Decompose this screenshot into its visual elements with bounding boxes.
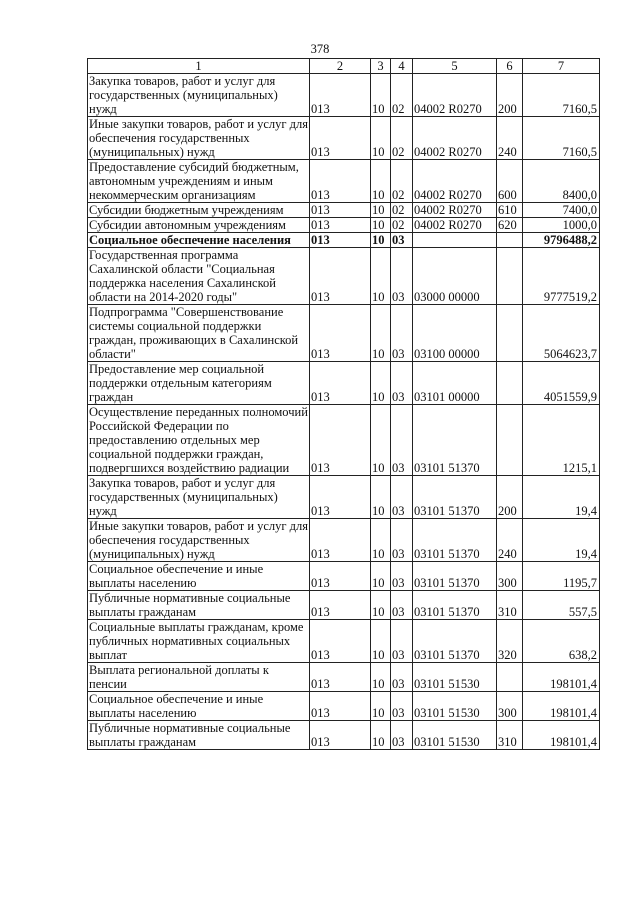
row-section: 10 bbox=[371, 562, 391, 591]
row-subsection: 03 bbox=[391, 405, 413, 476]
row-subsection: 03 bbox=[391, 248, 413, 305]
header-col-2: 2 bbox=[310, 59, 371, 74]
row-expense-type: 310 bbox=[497, 591, 523, 620]
row-name: Социальное обеспечение и иные выплаты населению bbox=[88, 692, 310, 721]
table-row bbox=[88, 721, 600, 750]
row-code-admin: 013 bbox=[310, 620, 371, 663]
table-row bbox=[88, 519, 600, 562]
row-code-admin: 013 bbox=[310, 160, 371, 203]
row-amount: 7160,5 bbox=[523, 117, 600, 160]
row-target-article: 03000 00000 bbox=[413, 248, 497, 305]
table-row bbox=[88, 218, 600, 233]
row-target-article: 03101 51370 bbox=[413, 519, 497, 562]
row-amount: 7400,0 bbox=[523, 203, 600, 218]
row-code-admin: 013 bbox=[310, 74, 371, 117]
row-subsection: 02 bbox=[391, 218, 413, 233]
page-number: 378 bbox=[310, 42, 330, 56]
row-subsection: 02 bbox=[391, 117, 413, 160]
row-expense-type: 300 bbox=[497, 562, 523, 591]
row-subsection: 03 bbox=[391, 692, 413, 721]
row-section: 10 bbox=[371, 74, 391, 117]
row-amount: 198101,4 bbox=[523, 721, 600, 750]
row-code-admin: 013 bbox=[310, 721, 371, 750]
row-expense-type: 200 bbox=[497, 74, 523, 117]
row-section: 10 bbox=[371, 203, 391, 218]
row-subsection: 03 bbox=[391, 519, 413, 562]
row-target-article: 03101 51370 bbox=[413, 476, 497, 519]
row-section: 10 bbox=[371, 591, 391, 620]
row-target-article: 04002 R0270 bbox=[413, 218, 497, 233]
row-name: Публичные нормативные социальные выплаты гражданам bbox=[88, 591, 310, 620]
header-col-6: 6 bbox=[497, 59, 523, 74]
row-section: 10 bbox=[371, 476, 391, 519]
row-target-article: 03101 51530 bbox=[413, 663, 497, 692]
row-name: Публичные нормативные социальные выплаты гражданам bbox=[88, 721, 310, 750]
row-expense-type bbox=[497, 362, 523, 405]
row-subsection: 03 bbox=[391, 620, 413, 663]
row-name: Осуществление переданных полномочий Российской Федерации по предоставлению отдельных мер социальной поддержки граждан, подвергшихся воздействию радиации bbox=[89, 405, 308, 475]
row-amount: 7160,5 bbox=[523, 74, 600, 117]
row-target-article bbox=[413, 233, 497, 248]
row-name: Закупка товаров, работ и услуг для государственных (муниципальных) нужд bbox=[88, 74, 310, 117]
row-subsection: 03 bbox=[391, 721, 413, 750]
row-expense-type: 300 bbox=[497, 692, 523, 721]
header-col-7: 7 bbox=[523, 59, 600, 74]
row-amount: 4051559,9 bbox=[523, 362, 600, 405]
row-section: 10 bbox=[371, 117, 391, 160]
row-code-admin: 013 bbox=[310, 203, 371, 218]
row-name: Государственная программа Сахалинской области "Социальная поддержка населения Сахалинской области на 2014-2020 годы" bbox=[88, 248, 310, 305]
row-section: 10 bbox=[371, 519, 391, 562]
table-row bbox=[88, 663, 600, 692]
row-code-admin: 013 bbox=[310, 476, 371, 519]
row-name: Предоставление субсидий бюджетным, автономным учреждениям и иным некоммерческим организациям bbox=[88, 160, 310, 203]
row-section: 10 bbox=[371, 248, 391, 305]
row-amount: 9796488,2 bbox=[523, 233, 600, 248]
row-subsection: 03 bbox=[391, 476, 413, 519]
row-code-admin: 013 bbox=[310, 233, 371, 248]
row-expense-type: 240 bbox=[497, 519, 523, 562]
row-code-admin: 013 bbox=[310, 519, 371, 562]
row-name: Иные закупки товаров, работ и услуг для обеспечения государственных (муниципальных) нужд bbox=[89, 117, 309, 159]
table-row bbox=[88, 692, 600, 721]
row-target-article: 04002 R0270 bbox=[413, 74, 497, 117]
row-target-article: 04002 R0270 bbox=[413, 160, 497, 203]
row-amount: 198101,4 bbox=[523, 663, 600, 692]
row-amount: 19,4 bbox=[523, 519, 600, 562]
row-code-admin: 013 bbox=[310, 305, 371, 362]
row-code-admin: 013 bbox=[310, 248, 371, 305]
header-col-1: 1 bbox=[88, 59, 310, 74]
row-subsection: 02 bbox=[391, 74, 413, 117]
table-row bbox=[88, 203, 600, 218]
row-name: Предоставление мер социальной поддержки отдельным категориям граждан bbox=[88, 362, 310, 405]
row-target-article: 03101 00000 bbox=[413, 362, 497, 405]
row-amount: 1215,1 bbox=[523, 405, 600, 476]
row-code-admin: 013 bbox=[310, 362, 371, 405]
row-subsection: 03 bbox=[391, 305, 413, 362]
row-target-article: 04002 R0270 bbox=[413, 203, 497, 218]
table-row bbox=[88, 248, 600, 305]
row-amount: 8400,0 bbox=[523, 160, 600, 203]
row-subsection: 03 bbox=[391, 233, 413, 248]
table-row bbox=[88, 362, 600, 405]
row-name: Подпрограмма "Совершенствование системы социальной поддержки граждан, проживающих в Сахалинской области" bbox=[88, 305, 310, 362]
header-col-5: 5 bbox=[413, 59, 497, 74]
row-subsection: 02 bbox=[391, 203, 413, 218]
header-col-4: 4 bbox=[391, 59, 413, 74]
row-subsection: 03 bbox=[391, 362, 413, 405]
row-expense-type: 200 bbox=[497, 476, 523, 519]
row-target-article: 03101 51530 bbox=[413, 721, 497, 750]
row-section: 10 bbox=[371, 692, 391, 721]
row-target-article: 03101 51370 bbox=[413, 562, 497, 591]
row-section: 10 bbox=[371, 305, 391, 362]
row-code-admin: 013 bbox=[310, 405, 371, 476]
row-target-article: 03101 51370 bbox=[413, 591, 497, 620]
row-name: Социальное обеспечение населения bbox=[88, 233, 310, 248]
row-name: Закупка товаров, работ и услуг для государственных (муниципальных) нужд bbox=[88, 476, 310, 519]
row-name: Выплата региональной доплаты к пенсии bbox=[88, 663, 310, 692]
table-row bbox=[88, 233, 600, 248]
row-code-admin: 013 bbox=[310, 117, 371, 160]
table-row bbox=[88, 160, 600, 203]
row-section: 10 bbox=[371, 405, 391, 476]
row-section: 10 bbox=[371, 620, 391, 663]
row-target-article: 03100 00000 bbox=[413, 305, 497, 362]
table-row bbox=[88, 591, 600, 620]
row-name: Субсидии автономным учреждениям bbox=[88, 218, 310, 233]
row-subsection: 03 bbox=[391, 663, 413, 692]
row-amount: 198101,4 bbox=[523, 692, 600, 721]
row-code-admin: 013 bbox=[310, 591, 371, 620]
row-expense-type: 600 bbox=[497, 160, 523, 203]
header-col-3: 3 bbox=[371, 59, 391, 74]
row-target-article: 04002 R0270 bbox=[413, 117, 497, 160]
row-subsection: 02 bbox=[391, 160, 413, 203]
row-expense-type bbox=[497, 405, 523, 476]
row-expense-type bbox=[497, 233, 523, 248]
row-target-article: 03101 51530 bbox=[413, 692, 497, 721]
row-code-admin: 013 bbox=[310, 562, 371, 591]
row-section: 10 bbox=[371, 218, 391, 233]
row-amount: 19,4 bbox=[523, 476, 600, 519]
row-section: 10 bbox=[371, 663, 391, 692]
row-name: Социальные выплаты гражданам, кроме публичных нормативных социальных выплат bbox=[88, 620, 310, 663]
row-amount: 9777519,2 bbox=[523, 248, 600, 305]
table-row bbox=[88, 476, 600, 519]
row-subsection: 03 bbox=[391, 591, 413, 620]
row-amount: 1195,7 bbox=[523, 562, 600, 591]
row-expense-type bbox=[497, 663, 523, 692]
row-section: 10 bbox=[371, 721, 391, 750]
row-expense-type: 240 bbox=[497, 117, 523, 160]
row-target-article: 03101 51370 bbox=[413, 620, 497, 663]
row-amount: 557,5 bbox=[523, 591, 600, 620]
table-row bbox=[88, 305, 600, 362]
table-row bbox=[88, 405, 600, 476]
row-code-admin: 013 bbox=[310, 218, 371, 233]
row-amount: 638,2 bbox=[523, 620, 600, 663]
table-row bbox=[88, 620, 600, 663]
row-section: 10 bbox=[371, 233, 391, 248]
row-expense-type bbox=[497, 248, 523, 305]
header-row bbox=[88, 59, 600, 74]
row-code-admin: 013 bbox=[310, 663, 371, 692]
row-name: Социальное обеспечение и иные выплаты населению bbox=[88, 562, 310, 591]
row-section: 10 bbox=[371, 362, 391, 405]
row-target-article: 03101 51370 bbox=[413, 405, 497, 476]
row-expense-type bbox=[497, 305, 523, 362]
row-amount: 5064623,7 bbox=[523, 305, 600, 362]
row-subsection: 03 bbox=[391, 562, 413, 591]
row-name: Иные закупки товаров, работ и услуг для обеспечения государственных (муниципальных) нужд bbox=[89, 519, 309, 561]
row-expense-type: 310 bbox=[497, 721, 523, 750]
table-row bbox=[88, 74, 600, 117]
row-name: Субсидии бюджетным учреждениям bbox=[88, 203, 310, 218]
table-row bbox=[88, 562, 600, 591]
table-row bbox=[88, 117, 600, 160]
row-expense-type: 620 bbox=[497, 218, 523, 233]
row-section: 10 bbox=[371, 160, 391, 203]
row-expense-type: 610 bbox=[497, 203, 523, 218]
row-expense-type: 320 bbox=[497, 620, 523, 663]
row-code-admin: 013 bbox=[310, 692, 371, 721]
budget-table bbox=[87, 58, 600, 750]
row-amount: 1000,0 bbox=[523, 218, 600, 233]
